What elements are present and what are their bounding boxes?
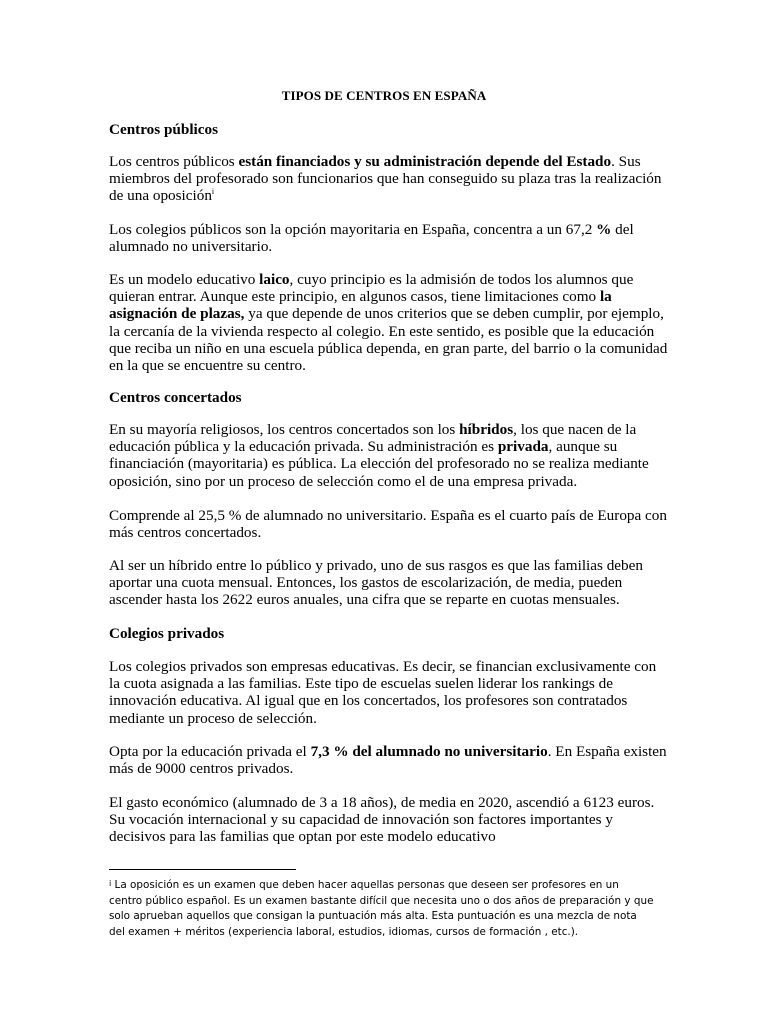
footnote-text: La oposición es un examen que deben hacer aquellas personas que deseen ser profesores en un centro público español. Es un examen bastante difícil que necesita uno o dos años de preparación y que solo aprueban aquellos que consigan la puntuación más alta. Esta puntuación es una mezcla de nota del examen + méritos (experiencia laboral, estudios, idiomas, cursos de formación , etc.). — [109, 879, 654, 938]
footnote-separator — [109, 869, 296, 870]
bold-text-run: 7,3 % del alumnado no universitario — [310, 743, 548, 760]
bold-text-run: la asignación de plazas, — [109, 288, 612, 323]
footnote-reference[interactable]: i — [211, 187, 215, 197]
text-run: . Sus miembros del profesorado son funcionarios que han conseguido su plaza tras la realización de una oposición — [109, 153, 662, 205]
paragraph-privados-2 — [109, 743, 669, 777]
text-run: Los centros públicos — [109, 153, 239, 170]
text-run: del alumnado no universitario. — [109, 221, 634, 256]
paragraph-privados-1: Los colegios privados son empresas educativas. Es decir, se financian exclusivamente con la cuota asignada a las familias. Este tipo de escuelas suelen liderar los rankings de innovación educativa. Al igual que en los concertados, los profesores son contratados mediante un proceso de selección. — [109, 658, 657, 727]
footnote — [109, 876, 654, 940]
text-run: , los que nacen de la educación pública y la educación privada. Su administración es — [109, 421, 637, 456]
bold-text-run: están financiados y su administración depende del Estado — [238, 153, 612, 170]
text-run: , aunque su financiación (mayoritaria) es pública. La elección del profesorado no se realiza mediante oposición, sino por un proceso de selección como el de una empresa privada. — [109, 438, 649, 490]
text-run: ya que depende de unos criterios que se deben cumplir, por ejemplo, la cercanía de la vivienda respecto al colegio. En este sentido, es posible que la educación que reciba un niño en una escuela pública dependa, en gran parte, del barrio o la comunidad en la que se encuentre su centro. — [109, 305, 668, 375]
heading-centros-concertados: Centros concertados — [109, 389, 242, 406]
text-run: En su mayoría religiosos, los centros concertados son los — [109, 421, 460, 438]
paragraph-publicos-2 — [109, 221, 669, 255]
heading-centros-publicos: Centros públicos — [109, 121, 219, 138]
text-run: . En España existen más de 9000 centros privados. — [109, 743, 667, 778]
page-title: TIPOS DE CENTROS EN ESPAÑA — [281, 88, 487, 103]
text-run: Opta por la educación privada el — [109, 743, 311, 760]
text-run: Es un modelo educativo — [109, 271, 260, 288]
paragraph-concertados-3: Al ser un híbrido entre lo público y privado, uno de sus rasgos es que las familias deben aportar una cuota mensual. Entonces, los gastos de escolarización, de media, pueden ascender hasta los 2622 euros anuales, una cifra que se reparte en cuotas mensuales. — [109, 557, 643, 609]
text-run: , cuyo principio es la admisión de todos los alumnos que quieran entrar. Aunque este principio, en algunos casos, tiene limitaciones como — [109, 271, 634, 306]
paragraph-publicos-3 — [109, 271, 669, 374]
bold-text-run: laico — [259, 271, 290, 288]
paragraph-publicos-1 — [109, 153, 669, 205]
paragraph-privados-3: El gasto económico (alumnado de 3 a 18 años), de media en 2020, ascendió a 6123 euros. Su vocación internacional y su capacidad de innovación son factores importantes y decisivos para las familias que optan por este modelo educativo — [109, 794, 655, 846]
paragraph-concertados-2: Comprende al 25,5 % de alumnado no universitario. España es el cuarto país de Europa con más centros concertados. — [109, 507, 667, 542]
heading-colegios-privados: Colegios privados — [109, 625, 225, 642]
bold-text-run: privada — [497, 438, 549, 456]
paragraph-concertados-1 — [109, 421, 669, 490]
bold-text-run: % — [596, 221, 612, 238]
bold-text-run: híbridos — [459, 421, 514, 438]
footnote-mark: i — [109, 879, 112, 888]
text-run: Los colegios públicos son la opción mayoritaria en España, concentra a un 67,2 — [109, 221, 597, 238]
